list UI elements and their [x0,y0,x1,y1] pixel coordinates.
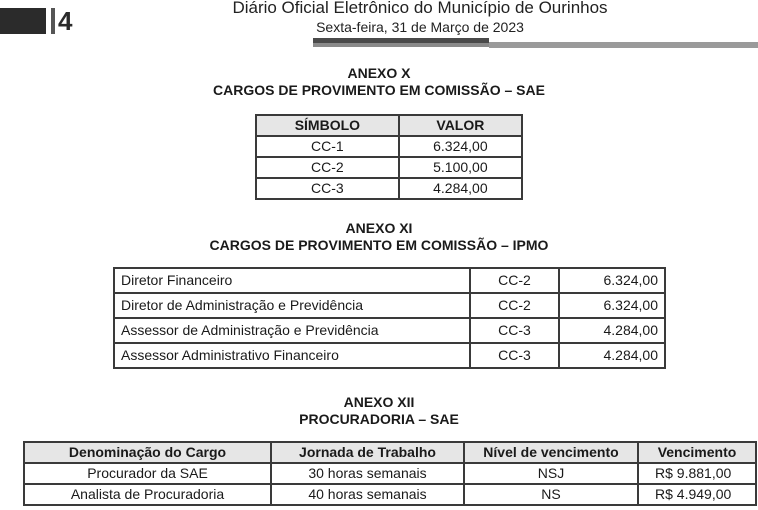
table-header-row [256,115,522,136]
publication-date: Sexta-feira, 31 de Março de 2023 [316,19,524,35]
value-cell: 4.284,00 [559,343,665,368]
symbol-cell: CC-2 [470,268,559,293]
workload-cell: 40 horas semanais [271,484,464,505]
table-header-row [24,442,756,463]
column-header: Vencimento [638,442,756,463]
table-row [256,178,522,199]
symbol-cell: CC-1 [256,136,399,157]
value-cell: 6.324,00 [559,293,665,318]
position-cell: Diretor de Administração e Previdência [114,293,470,318]
table-row [24,463,756,484]
annex11-table [113,267,666,369]
symbol-cell: CC-2 [470,293,559,318]
page-number-bar [0,8,46,34]
salary-cell: R$ 4.949,00 [638,484,756,505]
symbol-cell: CC-3 [256,178,399,199]
symbol-cell: CC-3 [470,343,559,368]
position-cell: Assessor Administrativo Financeiro [114,343,470,368]
table-row [114,343,665,368]
page-number: 4 [58,6,73,36]
table-row [114,268,665,293]
annex12-title: ANEXO XII [343,394,415,410]
level-cell: NS [464,484,638,505]
publication-title: Diário Oficial Eletrônico do Município de Ourinhos [232,0,608,17]
header-rule-mid [313,43,489,47]
level-cell: NSJ [464,463,638,484]
annex11-title: ANEXO XI [345,220,413,236]
column-header: SÍMBOLO [256,115,399,136]
table-row [256,136,522,157]
table-row [24,484,756,505]
annex10-subtitle: CARGOS DE PROVIMENTO EM COMISSÃO – SAE [213,82,545,98]
symbol-cell: CC-2 [256,157,399,178]
value-cell: 4.284,00 [399,178,522,199]
annex12-table [23,441,757,506]
column-header: Denominação do Cargo [24,442,271,463]
value-cell: 5.100,00 [399,157,522,178]
table-row [114,318,665,343]
value-cell: 6.324,00 [399,136,522,157]
header-rule-light [489,42,758,48]
symbol-cell: CC-3 [470,318,559,343]
page-number-separator [51,8,55,34]
value-cell: 4.284,00 [559,318,665,343]
annex10-title: ANEXO X [347,65,411,81]
annex12-subtitle: PROCURADORIA – SAE [299,411,459,427]
salary-cell: R$ 9.881,00 [638,463,756,484]
position-cell: Assessor de Administração e Previdência [114,318,470,343]
annex10-table [255,114,523,200]
table-row [256,157,522,178]
position-cell: Procurador da SAE [24,463,271,484]
column-header: VALOR [399,115,522,136]
workload-cell: 30 horas semanais [271,463,464,484]
position-cell: Diretor Financeiro [114,268,470,293]
table-row [114,293,665,318]
position-cell: Analista de Procuradoria [24,484,271,505]
annex11-subtitle: CARGOS DE PROVIMENTO EM COMISSÃO – IPMO [209,237,549,253]
column-header: Jornada de Trabalho [271,442,464,463]
value-cell: 6.324,00 [559,268,665,293]
column-header: Nível de vencimento [464,442,638,463]
